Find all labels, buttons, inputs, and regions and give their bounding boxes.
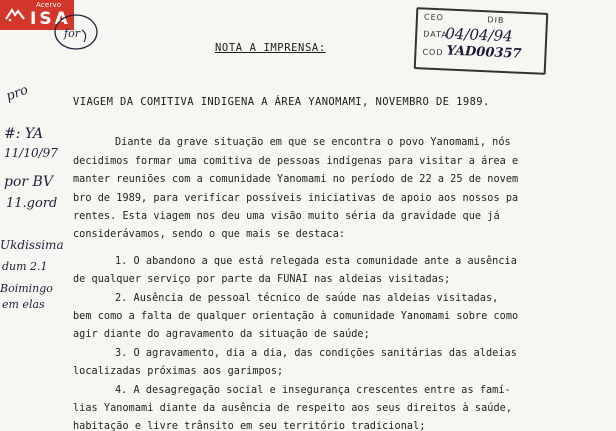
document-title: NOTA A IMPRENSA: — [215, 42, 326, 54]
item-1-line-1: 1. O abandono a que está relegada esta comunidade ante a ausência — [115, 256, 517, 267]
margin-note-3: 11/10/97 — [4, 146, 58, 160]
item-3-line-1: 3. O agravamento, dia a dia, das condições sanitárias das aldeias — [115, 348, 517, 359]
item-3-line-2: localizadas próximas aos garimpos; — [73, 366, 284, 377]
item-2-line-2: bem como a falta de qualquer orientação à comunidade Yanomami sobre como — [73, 311, 519, 322]
stamp-ceo-label: CEO — [423, 12, 445, 23]
item-4-line-3: habitação e livre trânsito em seu território tradicional; — [73, 421, 426, 431]
item-2-line-1: 2. Ausência de pessoal técnico de saúde nas aldeias visitadas, — [115, 293, 499, 304]
margin-note-9: em elas — [2, 298, 45, 311]
isa-logo-mark-icon — [4, 7, 26, 23]
handwritten-circle-note-icon — [52, 10, 102, 54]
margin-note-8: Boimingo — [0, 282, 53, 295]
stamp-row-cod: COD — [422, 47, 444, 58]
margin-note-2: #: YA — [4, 126, 44, 142]
item-1-line-2: de qualquer serviço por parte da FUNAI nas aldeias visitadas; — [73, 274, 451, 285]
stamp-row-ceo — [424, 12, 505, 25]
stamp-row-data: DATA — [423, 29, 449, 40]
stamp-handwritten-date: 04/04/94 — [444, 24, 513, 46]
paragraph-line-6: considerávamos, sendo o que mais se destaca: — [73, 229, 346, 240]
paragraph-line-3: manter reuniões com a comunidade Yanomami no período de 22 a 25 de novem — [73, 174, 519, 185]
stamp-dib-label: DIB — [487, 15, 505, 25]
item-2-line-3: agir diante do agravamento da situação de saúde; — [73, 329, 370, 340]
paragraph-line-1: Diante da grave situação em que se encontra o povo Yanomami, nós — [115, 137, 511, 148]
paragraph-line-2: decidimos formar uma comitiva de pessoas indígenas para visitar a área e — [73, 156, 519, 167]
item-4-line-2: lias Yanomami diante da ausência de respeito aos seus direitos à saúde, — [73, 403, 513, 414]
item-4-line-1: 4. A desagregação social e insegurança crescentes entre as famí- — [115, 385, 511, 396]
margin-note-6: Ukdissima — [0, 238, 64, 252]
stamp-handwritten-code: YAD00357 — [446, 43, 522, 62]
circle-note-text: for — [64, 27, 80, 40]
margin-note-1: pro — [4, 82, 31, 105]
paragraph-line-4: bro de 1989, para verificar possíveis iniciativas de apoio aos nossos pa — [73, 193, 519, 204]
paragraph-line-5: rentes. Esta viagem nos deu uma visão muito séria da gravidade que já — [73, 211, 500, 222]
margin-note-5: 11.gord — [6, 196, 58, 211]
document-heading: VIAGEM DA COMITIVA INDIGENA A ÁREA YANOMAMI, NOVEMBRO DE 1989. — [73, 96, 490, 108]
logo-big-text: ISA — [30, 9, 71, 29]
margin-note-7: dum 2.1 — [2, 260, 48, 273]
archive-stamp — [414, 7, 549, 75]
margin-note-4: por BV — [4, 174, 53, 190]
logo-small-text: Acervo — [36, 1, 62, 9]
